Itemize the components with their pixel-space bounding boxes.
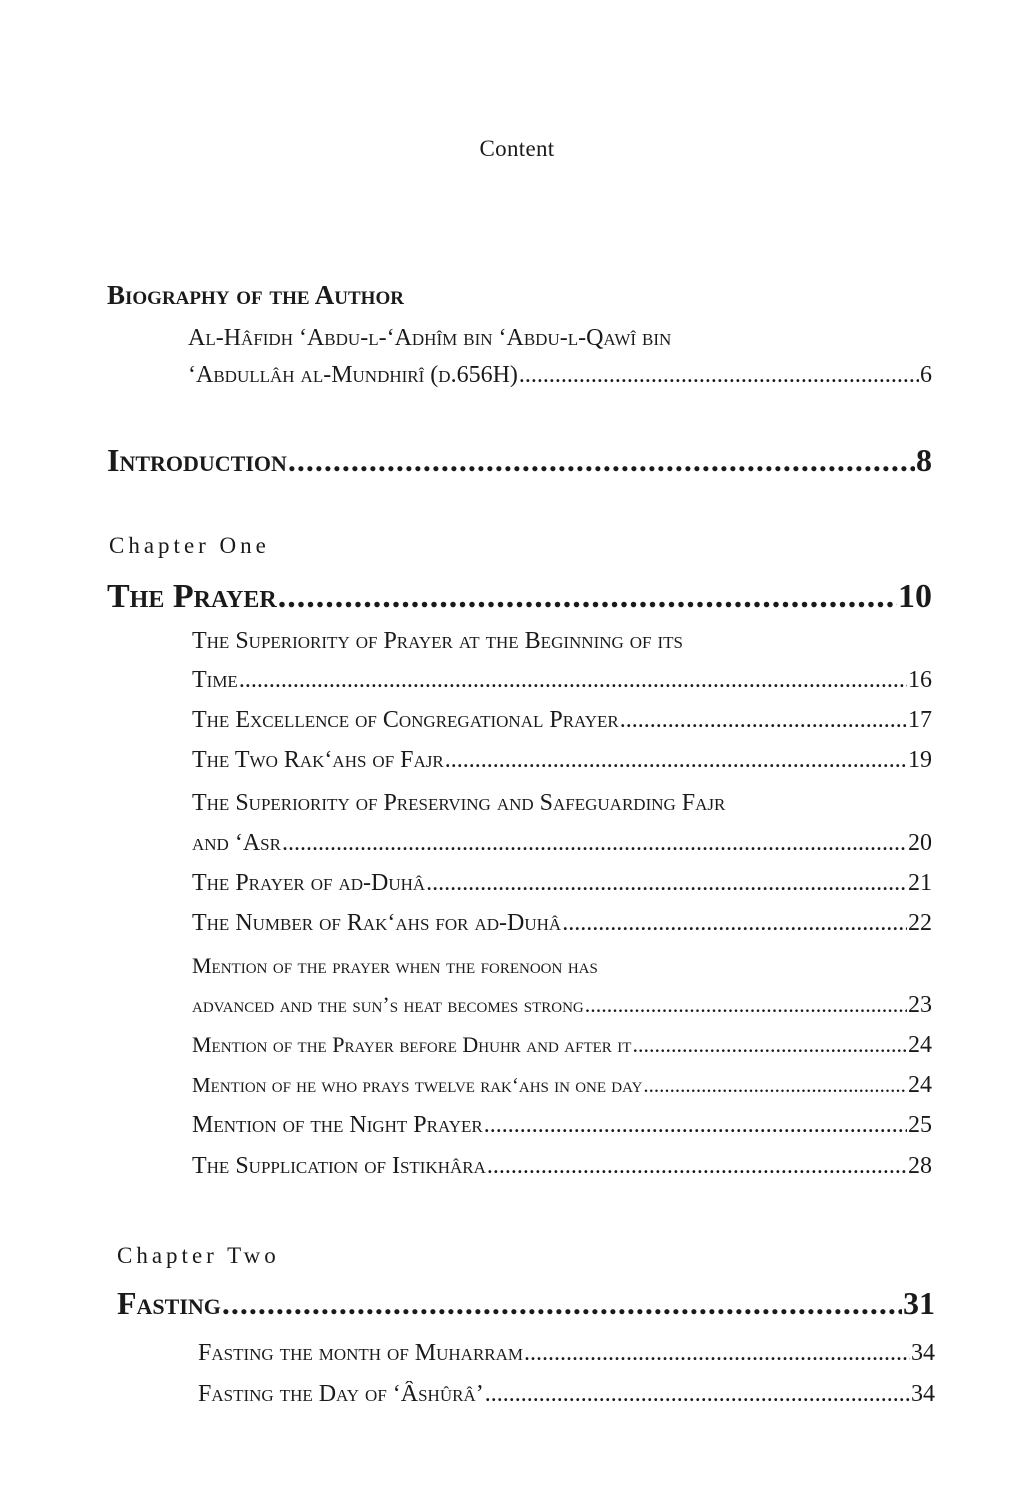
entry-text: Time [192,667,238,693]
entry-text: The Number of Rak‘ahs for ad-Duhâ [192,910,562,936]
page-number: 34 [911,1340,935,1366]
entry-text: Mention of he who prays twelve rak‘ahs in one day [192,1073,643,1097]
toc-entry[interactable] [192,1153,932,1180]
entry-text: Mention of the Night Prayer [192,1112,483,1138]
page-title: Content [479,136,555,161]
entry-text: The Prayer [107,578,277,615]
page-number: 10 [898,578,932,615]
entry-text: ‘Abdullâh al-Mundhirî (d.656H) [188,362,518,388]
leader-dots [487,1153,907,1180]
leader-dots [288,442,915,479]
entry-line-1: Mention of the prayer when the forenoon has [192,953,598,978]
leader-dots [620,707,907,734]
page-number: 19 [908,747,932,773]
toc-entry[interactable] [192,1032,932,1059]
entry-text: Fasting the Day of ‘Âshûrâ’ [198,1381,484,1407]
page-number: 6 [920,362,932,388]
page-number: 21 [908,870,932,896]
page-number: 31 [903,1285,935,1321]
leader-dots [445,747,907,774]
toc-entry[interactable] [192,910,932,937]
leader-dots [524,1340,910,1367]
page-number: 23 [908,992,932,1018]
leader-dots [426,870,907,897]
toc-entry[interactable] [198,1381,935,1408]
biography-line-1: Al-Hâfidh ‘Abdu-l-‘Adhîm bin ‘Abdu-l-Qawî bin [188,325,672,351]
leader-dots [485,1381,910,1408]
page-number: 8 [916,442,932,478]
toc-entry[interactable] [192,707,932,734]
entry-text: The Prayer of ad-Duhâ [192,870,426,896]
leader-dots [643,1073,907,1098]
leader-dots [484,1112,907,1139]
toc-entry-the-prayer[interactable] [107,578,932,616]
entry-line-1: The Superiority of Preserving and Safeguarding Fajr [192,790,726,816]
leader-dots [632,1032,907,1058]
toc-entry[interactable] [192,992,932,1019]
entry-text: Fasting [117,1285,221,1321]
toc-entry[interactable] [192,1072,932,1099]
leader-dots [282,830,907,857]
chapter-two-label: Chapter Two [117,1243,280,1268]
page-number: 24 [908,1032,932,1058]
entry-text: and ‘Asr [192,830,281,856]
leader-dots [239,667,907,694]
toc-entry[interactable] [192,747,932,774]
page-number: 34 [911,1381,935,1407]
entry-text: The Excellence of Congregational Prayer [192,707,619,733]
entry-text: advanced and the sun’s heat becomes strong [192,992,584,1017]
page-number: 28 [908,1153,932,1179]
page-number: 24 [908,1072,932,1098]
toc-entry-fasting[interactable] [117,1285,935,1322]
leader-dots [519,362,919,389]
page-number: 20 [908,830,932,856]
page-number: 25 [908,1112,932,1138]
page-number: 22 [908,910,932,936]
entry-text: Fasting the month of Muharram [198,1340,524,1366]
toc-entry[interactable] [192,870,932,897]
leader-dots [222,1285,902,1322]
entry-text: The Two Rak‘ahs of Fajr [192,747,444,773]
toc-entry-biography[interactable] [188,362,932,389]
entry-text: Introduction [107,442,287,478]
entry-text: The Supplication of Istikhâra [192,1153,486,1179]
leader-dots [562,910,907,937]
leader-dots [585,992,907,1018]
entry-line-1: The Superiority of Prayer at the Beginning of its [192,628,684,654]
page-number: 17 [908,707,932,733]
toc-entry[interactable] [192,1112,932,1139]
leader-dots [278,578,897,616]
chapter-one-label: Chapter One [109,533,270,558]
biography-heading: Biography of the Author [107,280,404,310]
toc-entry[interactable] [192,667,932,694]
entry-text: Mention of the Prayer before Dhuhr and after it [192,1032,632,1057]
toc-entry-introduction[interactable] [107,442,932,479]
page-number: 16 [908,667,932,693]
toc-entry[interactable] [192,830,932,857]
toc-entry[interactable] [198,1340,935,1367]
